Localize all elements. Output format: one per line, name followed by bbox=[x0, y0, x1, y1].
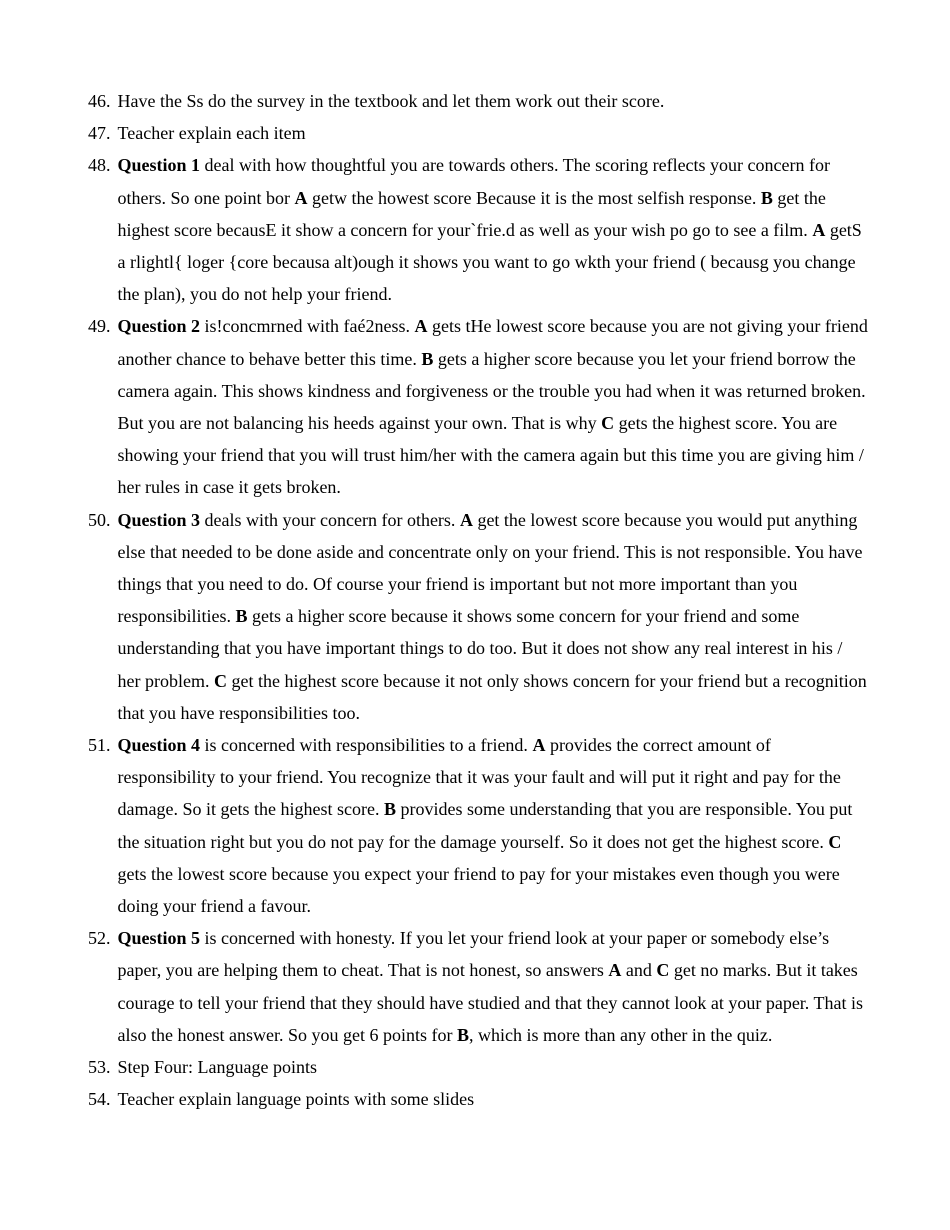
body-text: get no marks. But it takes courage to tell your friend that they should have studied and that they cannot look at your paper. That is also the honest answer. So you get 6 points for bbox=[117, 960, 863, 1045]
list-item bbox=[88, 729, 868, 922]
bold-text: B bbox=[383, 799, 396, 820]
body-text: Teacher explain each item bbox=[117, 123, 306, 144]
bold-text: A bbox=[414, 316, 428, 337]
list-item-number: 46. bbox=[88, 91, 111, 111]
bold-text: Question 1 bbox=[117, 155, 201, 176]
bold-text: Question 5 bbox=[117, 928, 201, 949]
bold-text: C bbox=[601, 413, 615, 434]
body-text: , which is more than any other in the quiz. bbox=[468, 1024, 773, 1045]
body-text: Step Four: Language points bbox=[117, 1057, 317, 1078]
list-item bbox=[88, 922, 868, 1051]
bold-text: C bbox=[656, 960, 670, 981]
bold-text: B bbox=[235, 606, 248, 627]
bold-text: A bbox=[608, 960, 622, 981]
bold-text: A bbox=[532, 735, 546, 756]
body-text: provides some understanding that you are responsible. You put the situation right but you do not pay for the damage yourself. So it does not get the highest score. bbox=[117, 799, 853, 852]
body-text: get the highest score becausE it show a concern for your`frie.d as well as your wish po go to see a film. bbox=[117, 187, 826, 240]
body-text: gets the lowest score because you expect your friend to pay for your mistakes even though you were doing your friend a favour. bbox=[117, 863, 840, 917]
body-text: gets the highest score. You are showing your friend that you will trust him/her with the camera again but this time you are giving him / her rules in case it gets broken. bbox=[117, 413, 864, 498]
bold-text: B bbox=[456, 1024, 469, 1045]
body-text: getS a rlightl{ loger {core becausa alt)ough it shows you want to go wkth your friend ( becausg you change the plan), you do not help your friend. bbox=[117, 219, 862, 305]
list-item-number: 48. bbox=[88, 155, 111, 176]
body-text: is concerned with responsibilities to a friend. bbox=[200, 735, 533, 756]
body-text: gets a higher score because you let your friend borrow the camera again. This shows kindness and forgiveness or the trouble you had when it was returned broken. But you are not balancing his heeds against your own. That is why bbox=[117, 348, 866, 434]
list-item bbox=[88, 117, 868, 149]
body-text: gets tHe lowest score because you are not giving your friend another chance to behave better this time. bbox=[117, 316, 868, 369]
bold-text: Question 4 bbox=[117, 735, 201, 756]
list-item bbox=[88, 310, 868, 503]
bold-text: Question 2 bbox=[117, 316, 201, 337]
list-item bbox=[88, 504, 868, 729]
list-item-number: 54. bbox=[88, 1089, 111, 1110]
bold-text: A bbox=[812, 219, 826, 240]
bold-text: C bbox=[213, 670, 227, 691]
list-item-number: 51. bbox=[88, 735, 111, 756]
body-text: Teacher explain language points with some slides bbox=[117, 1089, 475, 1110]
list-item-number: 47. bbox=[88, 123, 111, 144]
body-text: deal with how thoughtful you are towards others. The scoring reflects your concern for others. So one point bor bbox=[117, 155, 830, 208]
numbered-list bbox=[88, 85, 868, 1116]
list-item-number: 50. bbox=[88, 509, 111, 530]
body-text: provides the correct amount of responsibility to your friend. You recognize that it was your fault and will put it right and pay for the damage. So it gets the highest score. bbox=[117, 735, 841, 820]
body-text: is!concmrned with faé2ness. bbox=[200, 316, 415, 337]
list-item-number: 52. bbox=[88, 928, 111, 949]
bold-text: B bbox=[421, 348, 434, 369]
body-text: deals with your concern for others. bbox=[200, 509, 460, 530]
bold-text: B bbox=[760, 187, 773, 208]
list-item bbox=[88, 85, 868, 117]
bold-text: Question 3 bbox=[117, 509, 201, 530]
list-item-number: 49. bbox=[88, 316, 111, 337]
list-item-number: 53. bbox=[88, 1057, 111, 1078]
body-text: gets a higher score because it shows some concern for your friend and some understanding that you have important things to do too. But it does not show any real interest in his / her problem. bbox=[117, 606, 843, 691]
body-text: is concerned with honesty. If you let your friend look at your paper or somebody else’s paper, you are helping them to cheat. That is not honest, so answers bbox=[117, 928, 830, 981]
bold-text: A bbox=[459, 509, 473, 530]
list-item bbox=[88, 149, 868, 310]
bold-text: C bbox=[828, 831, 842, 852]
body-text: get the highest score because it not only shows concern for your friend but a recognition that you have responsibilities too. bbox=[117, 670, 867, 723]
body-text: get the lowest score because you would put anything else that needed to be done aside and concentrate only on your friend. This is not responsible. You have things that you need to do. Of course your friend is important but not more important than you responsibilities. bbox=[117, 509, 863, 627]
list-item bbox=[88, 1083, 868, 1115]
bold-text: A bbox=[294, 187, 308, 208]
body-text: Have the Ss do the survey in the textbook and let them work out their score. bbox=[117, 91, 665, 111]
body-text: and bbox=[621, 960, 657, 981]
body-text: getw the howest score Because it is the most selfish response. bbox=[307, 187, 761, 208]
list-item bbox=[88, 1051, 868, 1083]
